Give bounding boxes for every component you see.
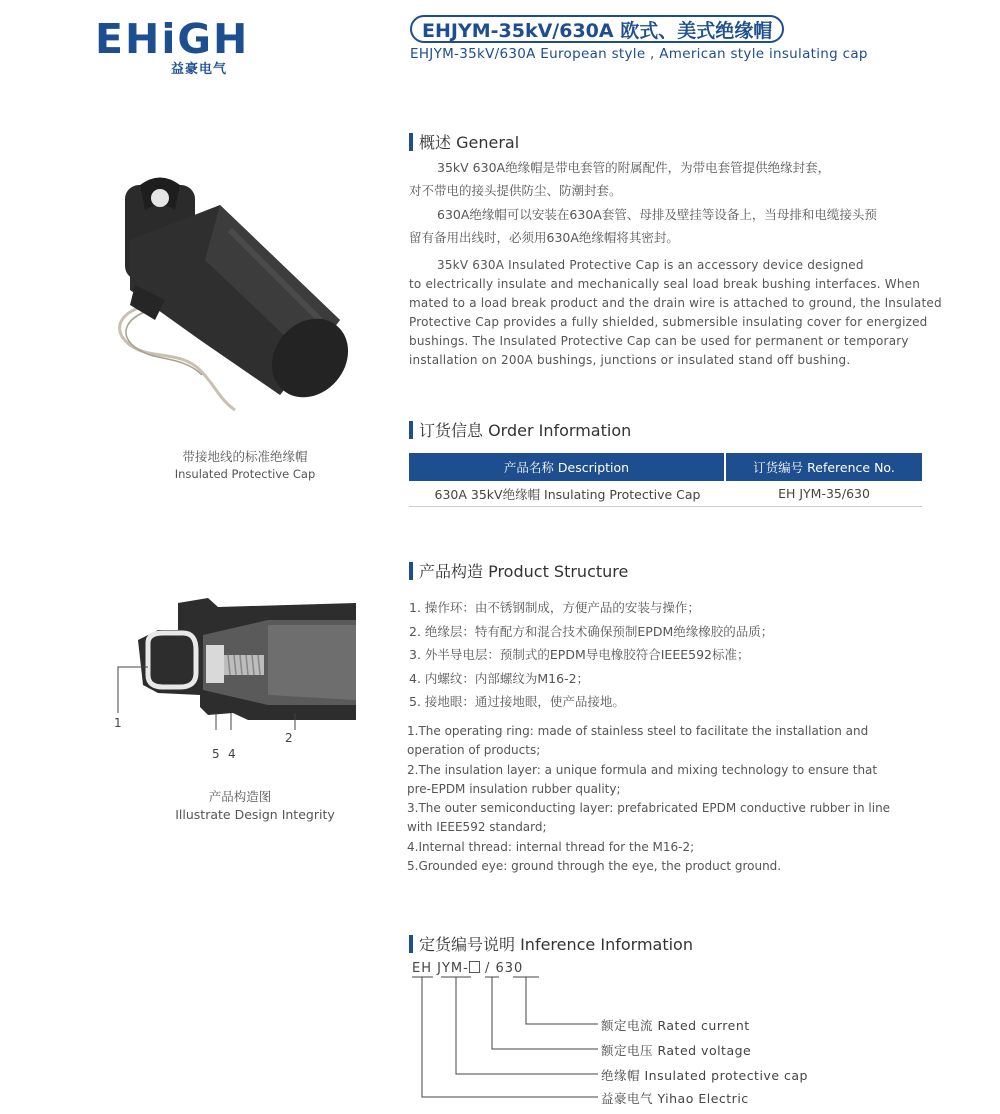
diagram-label-4: 4 [228,747,236,761]
general-en-line-6: installation on 200A bushings, junctions or insulated stand off bushing. [409,353,851,367]
general-cn-line-2: 对不带电的接头提供防尘、防潮封套。 [409,183,622,198]
voltage-placeholder-box [469,961,480,973]
list-item: operation of products; [407,743,541,758]
code-part-jym: JYM [437,961,464,976]
code-leader-lines [405,975,605,1105]
list-item: with IEEE592 standard; [407,820,547,835]
order-table [409,453,922,507]
legend-insulated-cap: 绝缘帽 Insulated protective cap [601,1068,808,1083]
logo-wordmark: EHiGH [95,15,250,63]
list-item: 1.The operating ring: made of stainless steel to facilitate the installation and [407,724,869,738]
general-en-line-4: Protective Cap provides a fully shielded, submersible insulating cover for energized [409,315,928,329]
product-photo [110,170,350,420]
general-en-line-5: bushings. The Insulated Protective Cap can be used for permanent or temporary [409,334,909,348]
list-item: 3. 外半导电层：预制式的EPDM导电橡胶符合IEEE592标准； [409,647,750,662]
list-item: 1. 操作环：由不锈钢制成，方便产品的安装与操作； [409,600,700,615]
list-item: 5.Grounded eye: ground through the eye, the product ground. [407,859,782,874]
page-title: EHJYM-35kV/630A 欧式、美式绝缘帽 [422,19,773,42]
code-part-eh: EH [412,961,432,976]
table-row [409,481,922,507]
general-cn-line-1: 35kV 630A绝缘帽是带电套管的附属配件，为带电套管提供绝缘封套， [437,160,831,175]
heading-bar [409,562,413,580]
diagram-label-1: 1 [114,716,122,730]
page-title-box [410,15,784,43]
model-code [412,961,523,976]
product-photo-caption-en: Insulated Protective Cap [174,467,316,481]
structure-diagram-caption-en: Illustrate Design Integrity [175,807,335,822]
logo-subtitle: 益豪电气 [171,62,228,77]
column-header-reference: 订货编号 Reference No. [726,453,922,481]
list-item: 2.The insulation layer: a unique formula and mixing technology to ensure that [407,762,878,777]
structure-diagram [108,595,360,765]
cell-reference: EH JYM-35/630 [778,486,870,501]
inference-heading-text: 定货编号说明 Inference Information [419,935,693,954]
product-photo-caption-cn: 带接地线的标准绝缘帽 [182,449,308,464]
page-subtitle: EHJYM-35kV/630A European style , American style insulating cap [410,46,868,62]
legend-rated-voltage: 额定电压 Rated voltage [601,1043,752,1058]
code-slash: / [484,961,491,976]
general-heading-text: 概述 General [419,133,520,152]
order-heading-text: 订货信息 Order Information [419,421,632,440]
structure-heading-text: 产品构造 Product Structure [419,562,629,581]
structure-list-en [407,722,890,876]
heading-bar [409,421,413,439]
general-en-line-3: mated to a load break product and the drain wire is attached to ground, the Insulated [409,296,942,310]
general-heading [409,130,519,153]
code-dash: - [463,961,469,976]
inference-heading [409,932,693,955]
diagram-label-2: 2 [285,731,293,745]
list-item: 4. 内螺纹：内部螺纹为M16-2； [409,670,590,686]
heading-bar [409,133,413,151]
column-header-description: 产品名称 Description [409,453,726,481]
heading-bar [409,935,413,953]
general-cn-line-4: 留有备用出线时，必须用630A绝缘帽将其密封。 [409,230,679,245]
list-item: 4.Internal thread: internal thread for the M16-2; [407,839,695,854]
general-cn-line-3: 630A绝缘帽可以安装在630A套管、母排及壁挂等设备上，当母排和电缆接头预 [437,207,877,222]
general-en-line-2: to electrically insulate and mechanically seal load break bushing interfaces. When [409,277,921,291]
diagram-label-5: 5 [212,747,220,761]
cell-description: 630A 35kV绝缘帽 Insulating Protective Cap [434,486,701,502]
general-en-line-1: 35kV 630A Insulated Protective Cap is an accessory device designed [437,258,864,272]
order-heading [409,418,631,441]
legend-yihao-electric: 益豪电气 Yihao Electric [601,1091,749,1106]
list-item: 3.The outer semiconducting layer: prefabricated EPDM conductive rubber in line [407,801,891,816]
order-table-header [409,453,922,481]
structure-heading [409,559,628,582]
company-logo [95,15,250,78]
list-item: 5. 接地眼：通过接地眼，使产品接地。 [409,694,625,709]
list-item: 2. 绝缘层：特有配方和混合技术确保预制EPDM绝缘橡胶的品质； [409,623,774,639]
code-part-630: 630 [495,961,524,976]
legend-rated-current: 额定电流 Rated current [601,1018,750,1033]
list-item: pre-EPDM insulation rubber quality; [407,781,621,796]
structure-list-cn [409,596,773,714]
structure-diagram-caption-cn: 产品构造图 [208,789,272,804]
